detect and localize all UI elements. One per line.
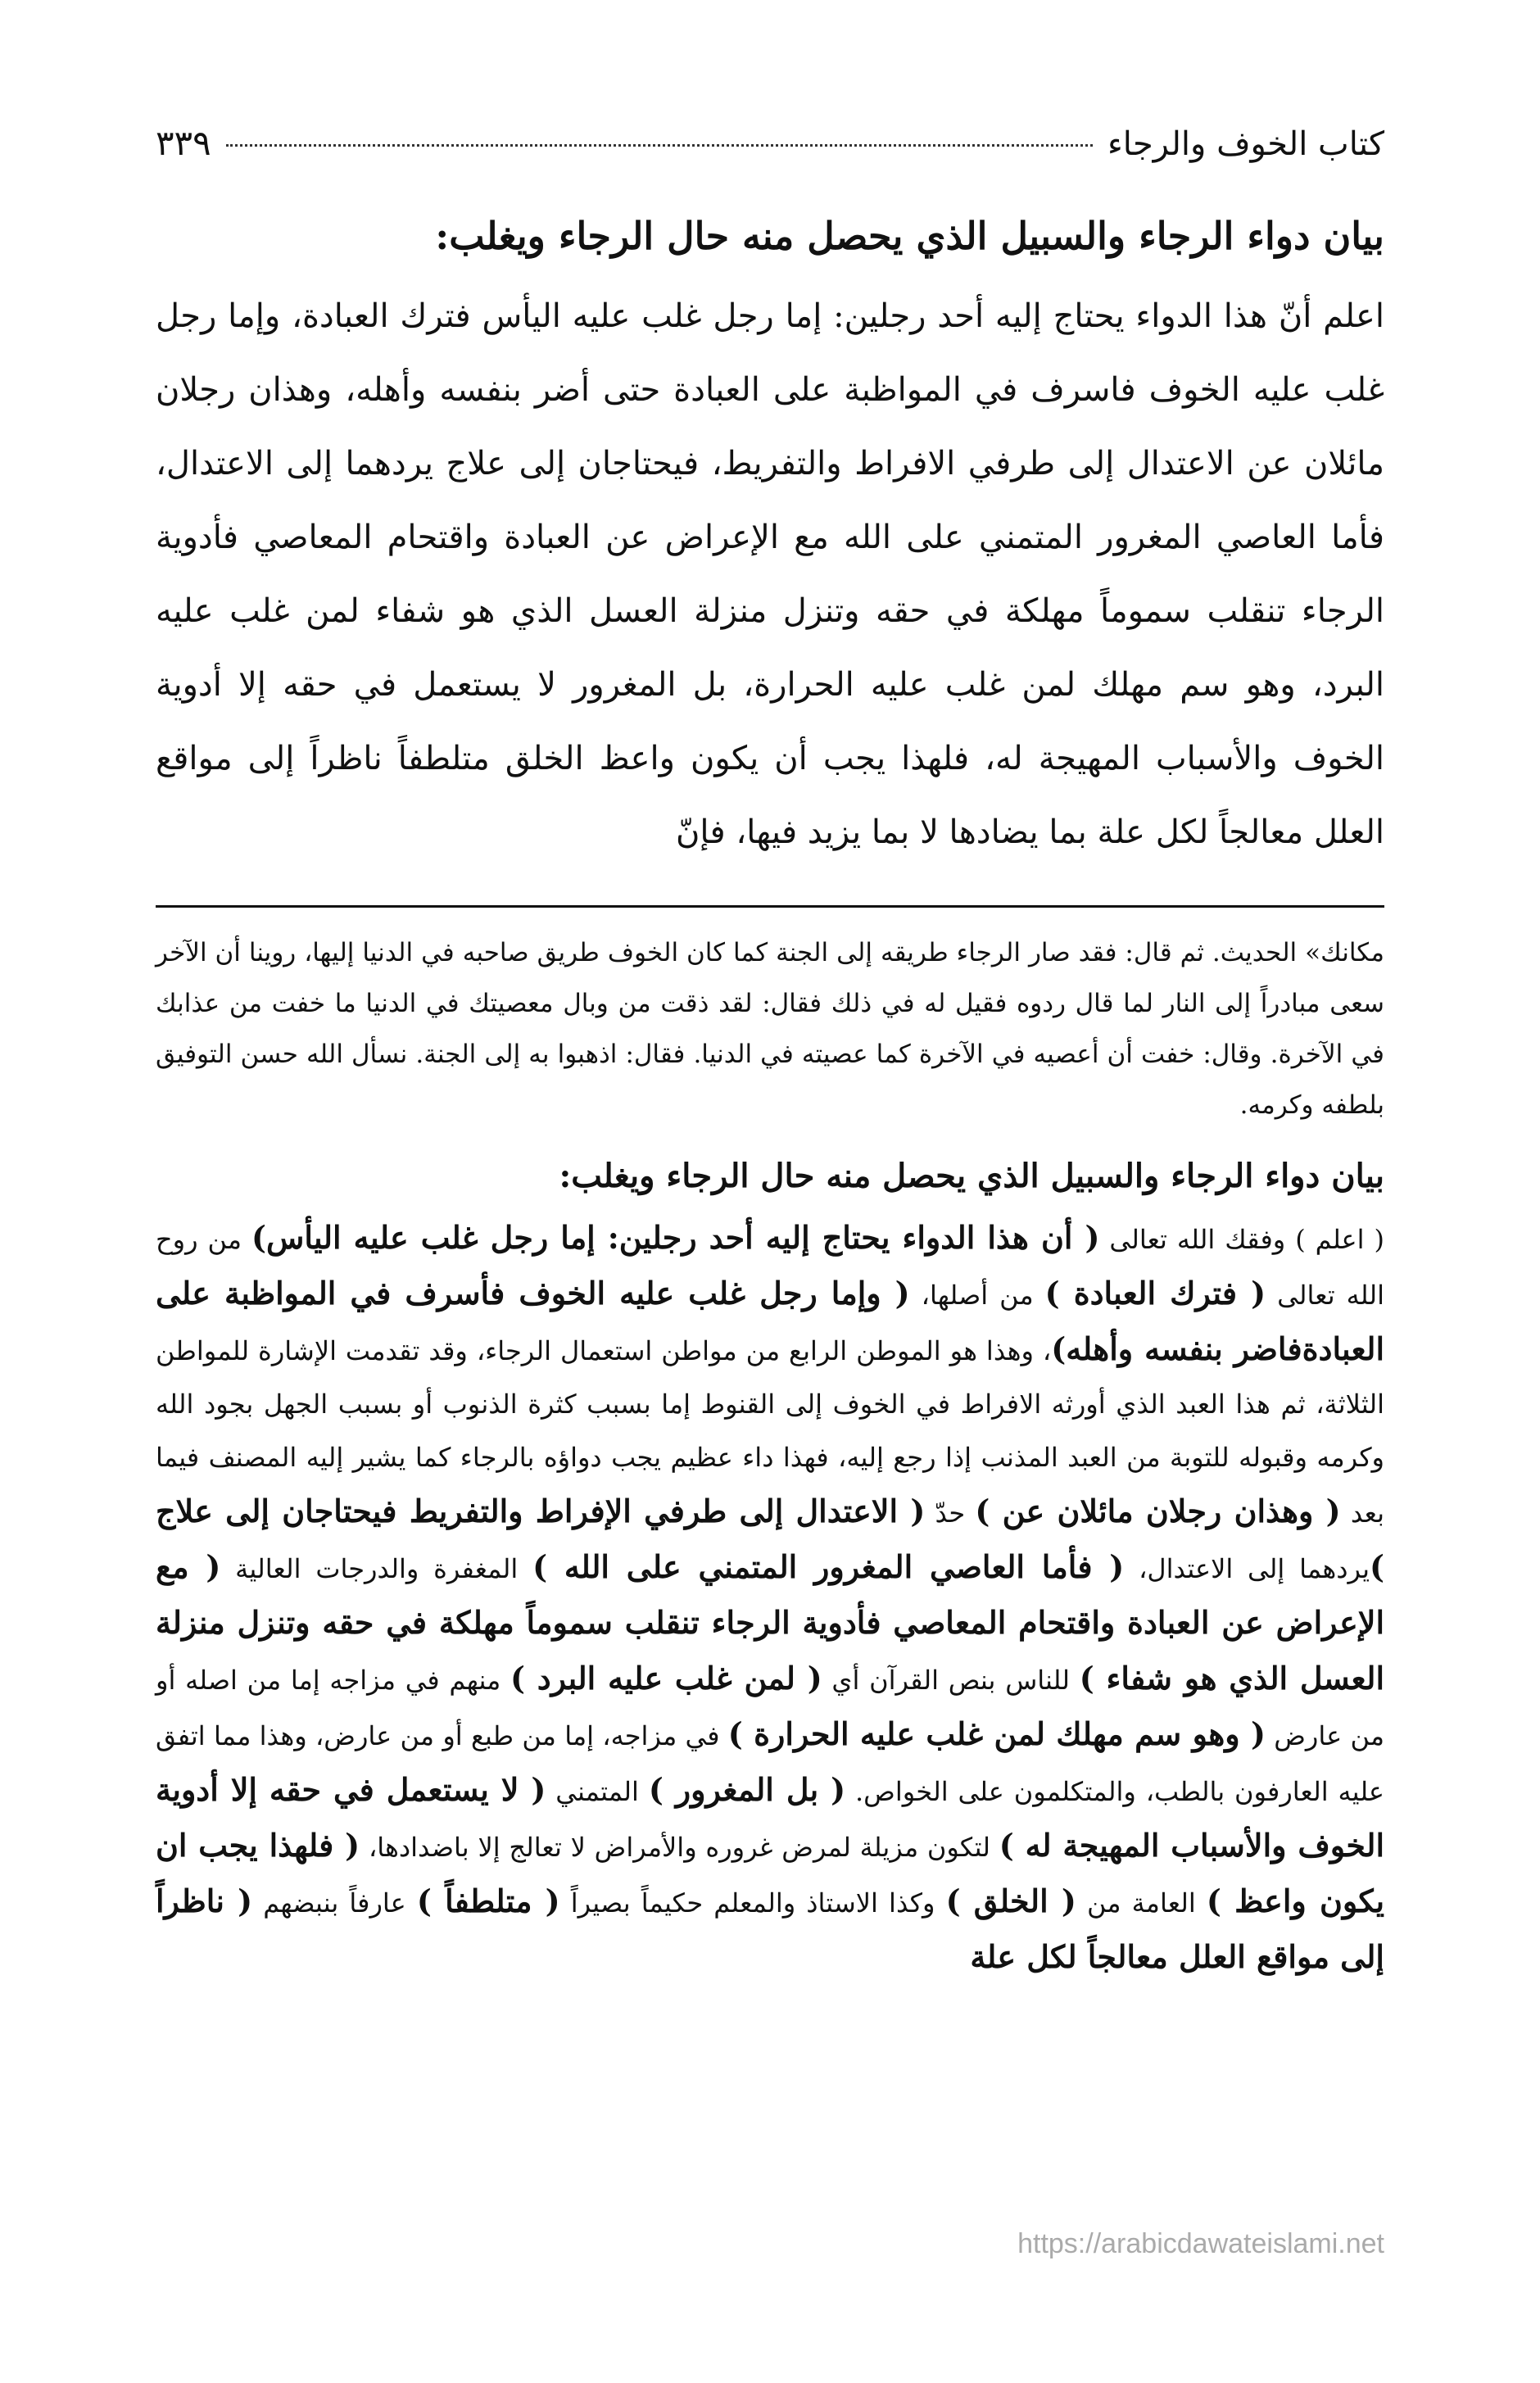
commentary-text: وكذا الاستاذ والمعلم حكيماً بصيراً — [559, 1887, 946, 1919]
quoted-text: ( فترك العبادة ) — [1044, 1275, 1266, 1312]
quoted-text: ( الاعتدال إلى طرفي الإفراط والتفريط فيحتاجان إلى علاج ) — [156, 1493, 1385, 1585]
watermark-url: https://arabicdawateislami.net — [1017, 2228, 1384, 2259]
running-head — [156, 123, 1384, 180]
commentary — [156, 1152, 1384, 1986]
quoted-text: ( بل المغرور ) — [648, 1771, 846, 1808]
page-number: ٣٣٩ — [156, 123, 211, 163]
main-paragraph: اعلم أنّ هذا الدواء يحتاج إليه أحد رجلين: إما رجل غلب عليه اليأس فترك العبادة، وإما رجل غلب عليه الخوف فاسرف في المواظبة على العبادة حتى أضر بنفسه وأهله، وهذان رجلان مائلان عن الاعتدال إلى طرفي الافراط والتفريط، فيحتاجان إلى علاج يردهما إلى الاعتدال، فأما العاصي المغرور المتمني على الله مع الإعراض عن العبادة واقتحام المعاصي فأدوية الرجاء تنقلب سموماً مهلكة في حقه وتنزل منزلة العسل الذي هو شفاء لمن غلب عليه البرد، وهو سم مهلك لمن غلب عليه الحرارة، بل المغرور لا يستعمل في حقه إلا أدوية الخوف والأسباب المهيجة له، فلهذا يجب أن يكون واعظ الخلق متلطفاً ناظراً إلى مواقع العلل معالجاً لكل علة بما يضادها لا بما يزيد فيها، فإنّ — [156, 297, 1384, 851]
commentary-text: ( اعلم ) وفقك الله تعالى — [1099, 1224, 1385, 1255]
footnote-divider — [156, 905, 1384, 908]
quoted-text: ( وإما رجل غلب عليه الخوف فأسرف في المواظبة على العبادةفاضر بنفسه وأهله) — [156, 1275, 1384, 1367]
commentary-text: يردهما إلى الاعتدال، — [1124, 1553, 1370, 1584]
quoted-text: ( فأما العاصي المغرور المتمني على الله ) — [532, 1548, 1125, 1585]
leader-dots — [226, 144, 1093, 147]
quoted-text: ( مع الإعراض عن العبادة واقتحام المعاصي فأدوية الرجاء تنقلب سموماً مهلكة في حقه وتنزل منزلة العسل الذي هو شفاء ) — [156, 1548, 1385, 1697]
quoted-text: ( فلهذا يجب ان يكون واعظ ) — [156, 1827, 1385, 1919]
commentary-text: في مزاجه، إما من طبع أو من عارض، وهذا مما اتفق عليه العارفون بالطب، والمتكلمون على الخواص. — [156, 1720, 1385, 1807]
commentary-text: من أصلها، — [909, 1280, 1045, 1311]
commentary-text: ، وهذا هو الموطن الرابع من مواطن استعمال الرجاء، وقد تقدمت الإشارة للمواطن الثلاثة، ثم هذا العبد الذي أورثه الافراط في الخوف إلى القنوط إما بسبب كثرة الذنوب أو بسبب الجهل بجود الله وكرمه وقبوله للتوبة من العبد المذنب إذا رجع إليه، فهذا داء عظيم يجب دواؤه بالرجاء كما يشير إليه المصنف فيما بعد — [156, 1335, 1385, 1529]
section-heading: بيان دواء الرجاء والسبيل الذي يحصل منه حال الرجاء ويغلب: — [435, 214, 1384, 258]
commentary-text: المغفرة والدرجات العالية — [220, 1553, 533, 1584]
commentary-text: للناس بنص القرآن أي — [822, 1665, 1080, 1696]
commentary-text: من روح الله تعالى — [156, 1224, 1385, 1311]
commentary-text: المتمني — [546, 1776, 649, 1807]
quoted-text: ( ناظراً إلى مواقع العلل معالجاً لكل علة — [156, 1882, 1384, 1975]
commentary-text: العامة من — [1076, 1887, 1207, 1919]
quoted-text: ( أن هذا الدواء يحتاج إليه أحد رجلين: إما رجل غلب عليه اليأس) — [251, 1219, 1100, 1256]
quoted-text: ( لمن غلب عليه البرد ) — [510, 1660, 822, 1697]
main-text — [156, 208, 1384, 869]
commentary-text: عارفاً بنبضهم — [252, 1887, 417, 1919]
commentary-heading: بيان دواء الرجاء والسبيل الذي يحصل منه حال الرجاء ويغلب: — [559, 1157, 1384, 1195]
commentary-paragraph — [156, 1211, 1384, 1986]
footnote-paragraph: مكانك» الحديث. ثم قال: فقد صار الرجاء طريقه إلى الجنة كما كان الخوف طريق صاحبه في الدنيا إليها، روينا أن الآخر سعى مبادراً إلى النار لما قال ردوه فقيل له في ذلك فقال: لقد ذقت من وبال معصيتك في الدنيا ما خفت من عذابك في الآخرة. وقال: خفت أن أعصيه في الآخرة كما عصيته في الدنيا. فقال: اذهبوا به إلى الجنة. نسأل الله حسن التوفيق بلطفه وكرمه. — [156, 938, 1384, 1120]
quoted-text: ( وهذان رجلان مائلان عن ) — [975, 1493, 1341, 1529]
commentary-text: لتكون مزيلة لمرض غروره والأمراض لا تعالج إلا باضدادها، — [360, 1832, 999, 1863]
quoted-text: ( متلطفاً ) — [416, 1882, 560, 1919]
footnote — [156, 927, 1384, 1130]
quoted-text: ( لا يستعمل في حقه إلا أدوية الخوف والأسباب المهيجة له ) — [156, 1771, 1385, 1864]
book-title: كتاب الخوف والرجاء — [1107, 125, 1384, 163]
commentary-text: حدّ — [925, 1497, 976, 1529]
quoted-text: ( وهو سم مهلك لمن غلب عليه الحرارة ) — [727, 1715, 1266, 1752]
commentary-text: منهم في مزاجه إما من اصله أو من عارض — [156, 1665, 1385, 1751]
quoted-text: ( الخلق ) — [945, 1882, 1076, 1919]
